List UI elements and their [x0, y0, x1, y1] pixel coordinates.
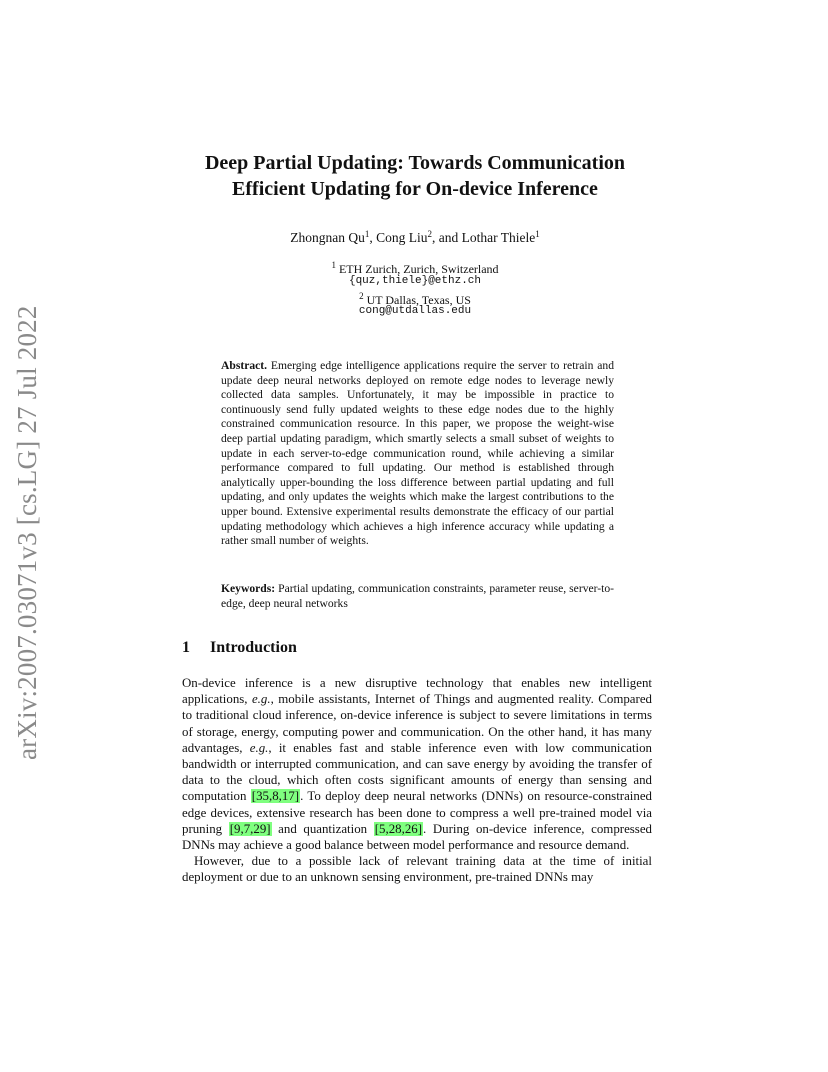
title-line-1: Deep Partial Updating: Towards Communication	[204, 152, 626, 174]
citation-link[interactable]: 17	[281, 789, 295, 804]
bracket: ]	[266, 821, 271, 836]
keywords-label: Keywords:	[221, 582, 276, 595]
citation-link[interactable]: 28	[388, 821, 402, 836]
paper-title	[120, 150, 710, 202]
section-number: 1	[182, 639, 190, 656]
citation[interactable]: [9,7,29]	[229, 821, 271, 836]
citation-link[interactable]: 5	[379, 821, 386, 836]
abstract-text: Emerging edge intelligence applications require the server to retrain and update deep neural networks deployed on remote edge nodes to leverage newly collected data samples. Unfortunately, it may be impossible in practice to continuously send fully updated weights to these edge nodes due to the highly constrained communication resource. In this paper, we propose the weight-wise deep partial updating paradigm, which smartly selects a small subset of weights to update in each server-to-edge communication round, while achieving a similar performance compared to full updating. Our method is established through analytically upper-bounding the loss difference between partial updating and full updating, and only updates the weights which make the largest contributions to the upper bound. Extensive experimental results demonstrate the efficacy of our partial updating methodology which achieves a high inference accuracy while updating a rather small number of weights.	[221, 359, 614, 548]
emphasis: e.g.	[249, 740, 269, 755]
section-title: Introduction	[210, 639, 297, 656]
section-heading	[182, 639, 297, 657]
text-run: and quantization	[271, 821, 374, 836]
citation-link[interactable]: 35	[256, 789, 269, 804]
text-run: , it enables fast and stable inference even with low communication bandwidth or interrupted communication, and can save energy by avoiding the transfer of data to the cloud, which often costs significant amounts of energy than sensing and computation	[182, 740, 652, 804]
author-affil-mark: 1	[535, 229, 540, 239]
affil-text: ETH Zurich, Zurich, Switzerland	[338, 262, 499, 276]
paragraph	[182, 675, 652, 853]
citation-link[interactable]: 9	[234, 821, 241, 836]
author-conjunction: and	[438, 230, 459, 245]
bracket: [	[251, 789, 257, 804]
author-name: Lothar Thiele	[461, 230, 536, 245]
email-2[interactable]: cong@utdallas.edu	[358, 305, 472, 317]
bracket: [	[374, 821, 379, 836]
affil-mark: 1	[331, 260, 336, 270]
author-affil-mark: 1	[364, 229, 370, 239]
author-affil-mark: 2	[427, 229, 433, 239]
text-run: , mobile assistants, Internet of Things and augmented reality. Compared to traditional cloud inference, on-device inference is subject to severe limitations in terms of storage, energy, computing power and communication. On the other hand, it has many advantages,	[182, 692, 652, 755]
author-list: Zhongnan Qu$^1$, Cong Liu$^2$, and Lothar Thiele$^1$	[290, 229, 540, 245]
citation-link[interactable]: 29	[253, 821, 267, 836]
author-name: Cong Liu	[376, 230, 428, 245]
arxiv-identifier[interactable]: arXiv:2007.03071v3 [cs.LG] 27 Jul 2022	[12, 305, 42, 760]
paragraph: However, due to a possible lack of relevant training data at the time of initial deployment or due to an unknown sensing environment, pre-trained DNNs may	[182, 854, 652, 885]
title-line-2: Efficient Updating for On-device Inference	[232, 178, 598, 200]
citation-link[interactable]: 8	[272, 789, 279, 804]
bracket: ]	[294, 789, 300, 804]
bracket: [	[229, 821, 234, 836]
citation[interactable]: [35,8,17]	[251, 789, 300, 804]
keywords	[221, 582, 614, 611]
author-name: Zhongnan Qu	[290, 230, 365, 245]
text-run: On-device inference is a new disruptive technology that enables new intelligent applications,	[182, 676, 652, 707]
affil-text: UT Dallas, Texas, US	[366, 293, 471, 307]
abstract	[221, 359, 614, 549]
bracket: ]	[417, 821, 422, 836]
citation-link[interactable]: 7	[243, 821, 251, 836]
abstract-label: Abstract.	[221, 359, 268, 372]
text-run: . During on-device inference, compressed DNNs may achieve a good balance between model performance and resource demand.	[182, 821, 652, 853]
affil-mark: 2	[359, 291, 364, 301]
citation[interactable]: [5,28,26]	[374, 821, 422, 836]
keywords-text: Partial updating, communication constraints, parameter reuse, server-to-edge, deep neural networks	[221, 582, 615, 610]
emphasis: e.g.	[251, 692, 271, 707]
citation-link[interactable]: 26	[404, 821, 418, 836]
email-1[interactable]: {quz,thiele}@ethz.ch	[348, 275, 482, 287]
introduction-body	[182, 675, 652, 886]
text-run: . To deploy deep neural networks (DNNs) on resource-constrained edge devices, extensive research has been done to compress a well pre-trained model via pruning	[182, 789, 652, 836]
